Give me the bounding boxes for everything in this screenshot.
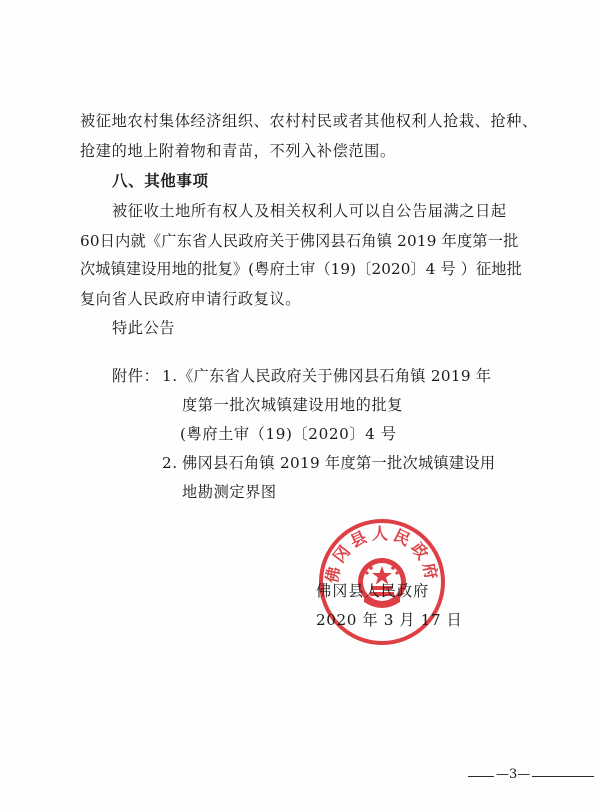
seal-text: 佛冈县人民政府: [322, 523, 442, 585]
paragraph-line-2: 60日内就《广东省人民政府关于佛冈县石角镇 2019 年度第一批: [80, 232, 519, 250]
attachment-1-number: 1.: [162, 367, 178, 385]
attachment-2-line-1: 佛冈县石角镇 2019 年度第一批次城镇建设用: [182, 454, 496, 472]
attachment-1-line-1: 《广东省人民政府关于佛冈县石角镇 2019 年: [178, 367, 492, 385]
page-number: —3—: [496, 767, 531, 782]
section-heading: 八、其他事项: [112, 172, 209, 190]
attachment-2-number: 2.: [162, 454, 178, 472]
paragraph-line-4: 复向省人民政府申请行政复议。: [80, 290, 302, 308]
body-line-1: 被征地农村集体经济组织、农村村民或者其他权利人抢栽、抢种、: [80, 112, 538, 130]
closing-text: 特此公告: [112, 319, 176, 337]
body-line-2: 抢建的地上附着物和青苗，不列入补偿范围。: [80, 142, 396, 160]
issue-date: 2020 年 3 月 17 日: [316, 611, 463, 629]
attachments-label: 附件：: [112, 367, 160, 385]
attachment-1-line-2: 度第一批次城镇建设用地的批复: [182, 396, 404, 414]
paragraph-line-3: 次城镇建设用地的批复》(粤府土审（19)〔2020〕4 号 ）征地批: [80, 260, 522, 278]
attachment-1-line-3: (粤府土审（19)〔2020〕4 号: [180, 425, 397, 443]
issuer-name: 佛冈县人民政府: [316, 582, 430, 600]
paragraph-line-1: 被征收土地所有权人及相关权利人可以自公告届满之日起: [112, 202, 507, 220]
attachment-2-line-2: 地勘测定界图: [182, 483, 277, 501]
